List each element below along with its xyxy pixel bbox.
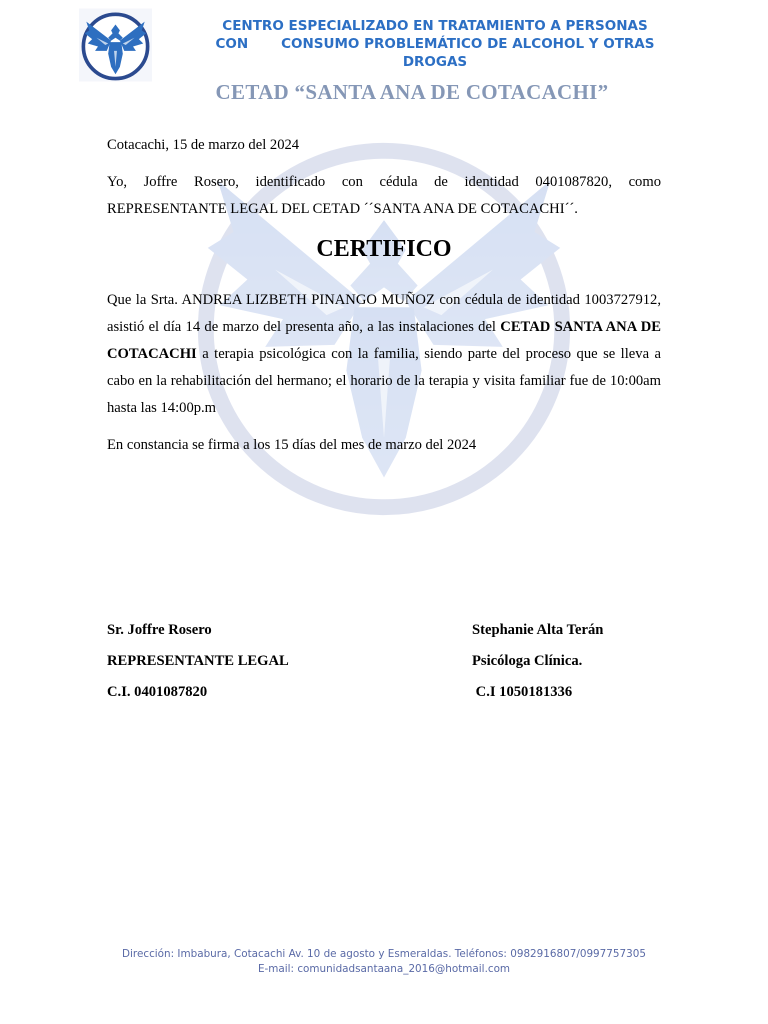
footer-address: Dirección: Imbabura, Cotacachi Av. 10 de agosto y Esmeraldas. Teléfonos: 0982916807/0997757305 — [122, 948, 646, 960]
signature-block-left — [107, 615, 289, 708]
institution-title-line-2: CON CONSUMO PROBLEMÁTICO DE ALCOHOL Y OTRAS — [215, 36, 655, 52]
intro-paragraph: Yo, Joffre Rosero, identificado con cédula de identidad 0401087820, como REPRESENTANTE LEGAL DEL CETAD ´´SANTA ANA DE COTACACHI´´. — [107, 174, 661, 217]
institution-title — [200, 17, 670, 71]
date-line: Cotacachi, 15 de marzo del 2024 — [107, 137, 300, 153]
certification-institution-name: CETAD SANTA ANA DE COTACACHI — [107, 319, 661, 362]
closing-line: En constancia se firma a los 15 días del mes de marzo del 2024 — [107, 437, 477, 453]
certification-text-part-2: a terapia psicológica con la familia, siendo parte del proceso que se lleva a cabo en la rehabilitación del hermano; el horario de la terapia y visita familiar fue de 10:00am hasta las 14:00p.m — [107, 346, 661, 416]
footer-email: E-mail: comunidadsantaana_2016@hotmail.com — [257, 963, 511, 975]
signer-name: Sr. Joffre Rosero — [107, 622, 212, 638]
footer — [84, 947, 684, 977]
phoenix-logo-icon — [79, 8, 152, 82]
signer-name: Stephanie Alta Terán — [472, 622, 604, 638]
signer-id: C.I. 0401087820 — [107, 684, 208, 700]
signature-block-right — [472, 615, 603, 708]
signer-role: REPRESENTANTE LEGAL — [107, 653, 289, 669]
signer-id: C.I 1050181336 — [472, 684, 573, 700]
certification-paragraph — [107, 287, 661, 422]
signer-role: Psicóloga Clínica. — [472, 653, 583, 669]
certification-text-part-1: Que la Srta. ANDREA LIZBETH PINANGO MUÑOZ con cédula de identidad 1003727912, asistió el día 14 de marzo del presenta año, a las instalaciones del — [107, 292, 661, 335]
institution-title-line-1: CENTRO ESPECIALIZADO EN TRATAMIENTO A PERSONAS — [222, 18, 648, 34]
document-heading: CERTIFICO — [316, 236, 452, 262]
institution-subtitle: CETAD “SANTA ANA DE COTACACHI” — [215, 80, 609, 104]
institution-title-line-3: DROGAS — [402, 54, 468, 70]
